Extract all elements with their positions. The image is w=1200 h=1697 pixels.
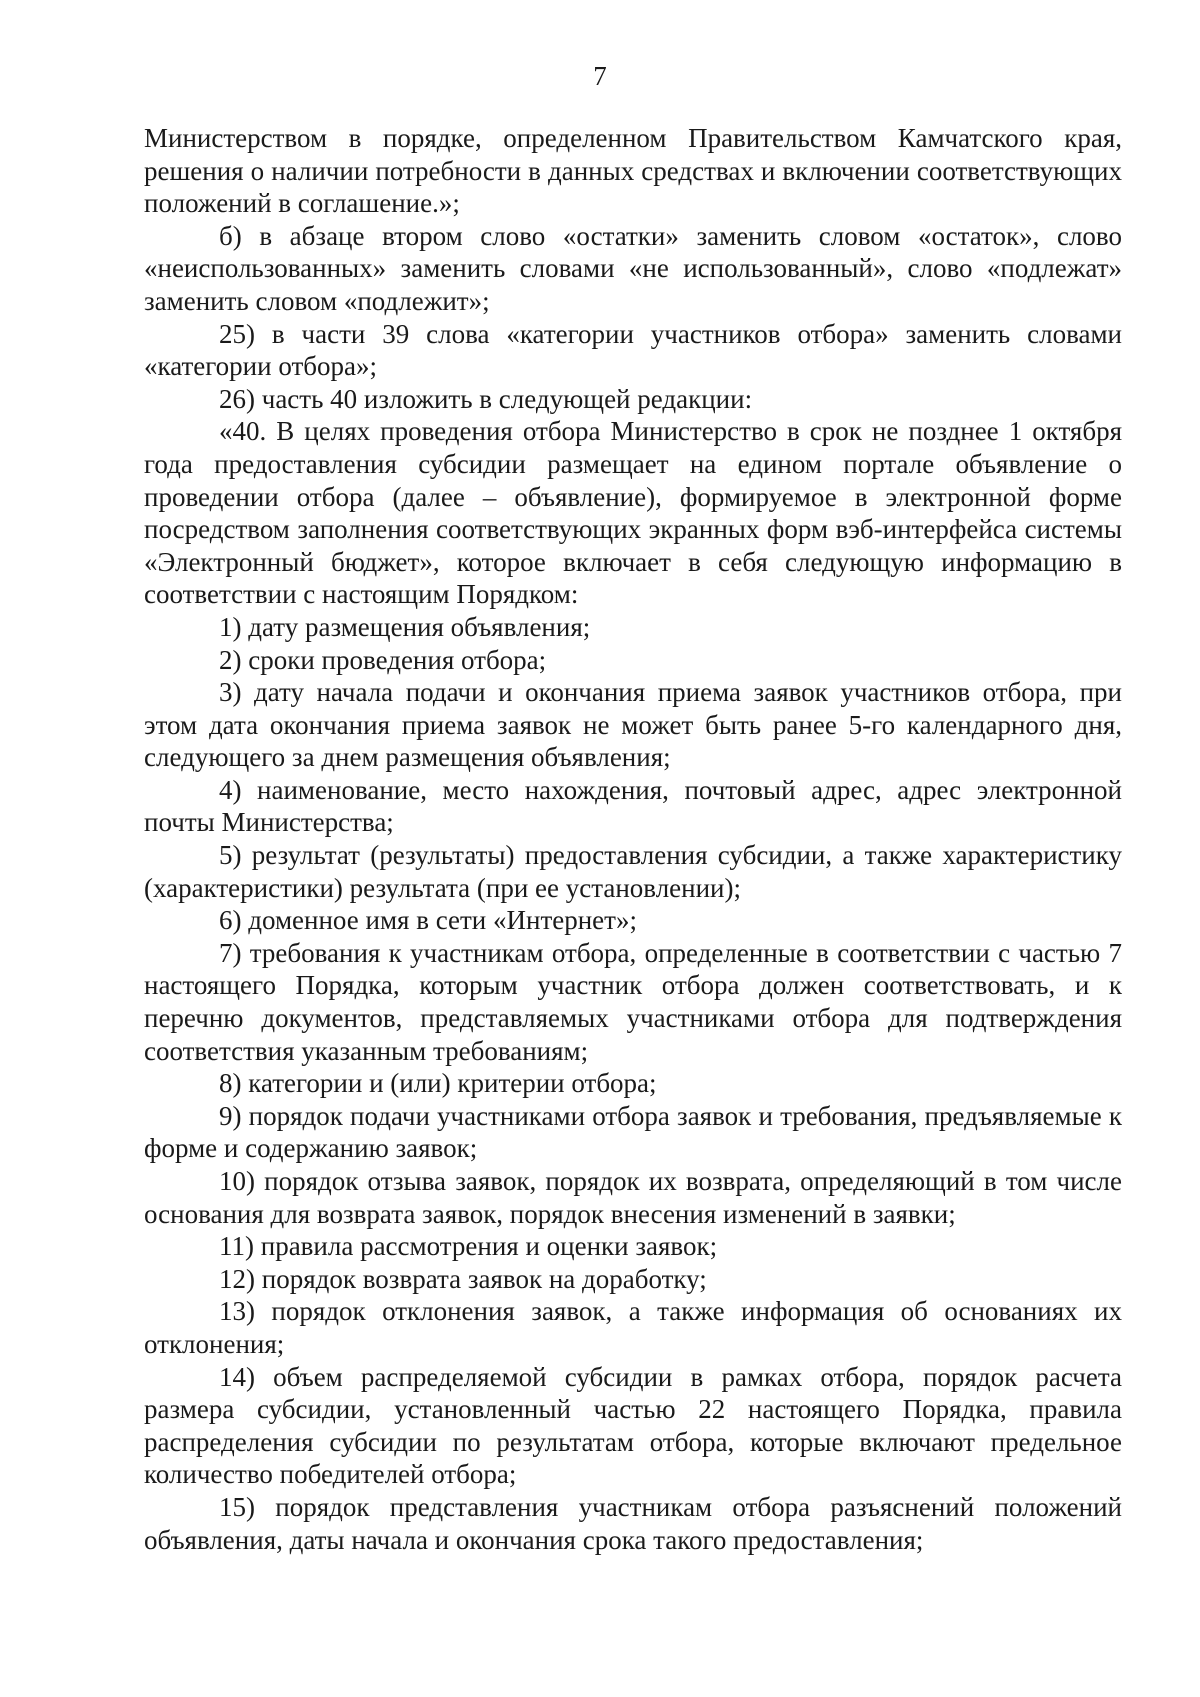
list-item-2: 2) сроки проведения отбора; <box>219 644 547 675</box>
list-item-13: 13) порядок отклонения заявок, а также информация об основаниях их отклонения; <box>144 1296 1122 1359</box>
paragraph-continuation: Министерством в порядке, определенном Правительством Камчатского края, решения о наличии потребности в данных средствах и включении соответствующих положений в соглашение.»; <box>144 123 1122 219</box>
paragraph-part-40: «40. В целях проведения отбора Министерство в срок не позднее 1 октября года предоставления субсидии размещает на едином портале объявление о проведении отбора (далее – объявление), формируемое в электронной форме посредством заполнения соответствующих экранных форм вэб-интерфейса системы «Электронный бюджет», которое включает в себя следующую информацию в соответствии с настоящим Порядком: <box>144 416 1122 610</box>
list-item-15: 15) порядок представления участникам отбора разъяснений положений объявления, даты начала и окончания срока такого предоставления; <box>144 1491 1122 1555</box>
list-item-7: 7) требования к участникам отбора, определенные в соответствии с частью 7 настоящего Порядка, которым участник отбора должен соответствовать, и к перечню документов, представляемых участниками отбора для подтверждения соответствия указанным требованиям; <box>144 937 1122 1066</box>
list-item-12: 12) порядок возврата заявок на доработку; <box>219 1263 707 1294</box>
list-item-14: 14) объем распределяемой субсидии в рамках отбора, порядок расчета размера субсидии, установленный частью 22 настоящего Порядка, правила распределения субсидии по результатам отбора, которые включают предельное количество победителей отбора; <box>144 1361 1122 1490</box>
list-item-1: 1) дату размещения объявления; <box>219 611 591 642</box>
list-item-4: 4) наименование, место нахождения, почтовый адрес, адрес электронной почты Министерства; <box>144 774 1122 838</box>
paragraph-item-26: 26) часть 40 изложить в следующей редакции: <box>219 383 753 414</box>
document-body <box>144 122 1122 1556</box>
paragraph-item-25: 25) в части 39 слова «категории участников отбора» заменить словами «категории отбора»; <box>144 318 1122 382</box>
list-item-10: 10) порядок отзыва заявок, порядок их возврата, определяющий в том числе основания для возврата заявок, порядок внесения изменений в заявки; <box>144 1166 1122 1229</box>
list-item-11: 11) правила рассмотрения и оценки заявок; <box>219 1231 718 1262</box>
list-item-8: 8) категории и (или) критерии отбора; <box>219 1068 657 1099</box>
paragraph-item-b: б) в абзаце втором слово «остатки» заменить словом «остаток», слово «неиспользованных» заменить словами «не использованный», слово «подлежат» заменить словом «подлежит»; <box>144 220 1122 316</box>
list-item-9: 9) порядок подачи участниками отбора заявок и требования, предъявляемые к форме и содержанию заявок; <box>144 1100 1122 1164</box>
list-item-6: 6) доменное имя в сети «Интернет»; <box>219 905 637 936</box>
page-number: 7 <box>593 61 607 91</box>
list-item-3: 3) дату начала подачи и окончания приема заявок участников отбора, при этом дата окончания приема заявок не может быть ранее 5-го календарного дня, следующего за днем размещения объявления; <box>144 677 1122 773</box>
list-item-5: 5) результат (результаты) предоставления субсидии, а также характеристику (характеристики) результата (при ее установлении); <box>144 840 1122 903</box>
